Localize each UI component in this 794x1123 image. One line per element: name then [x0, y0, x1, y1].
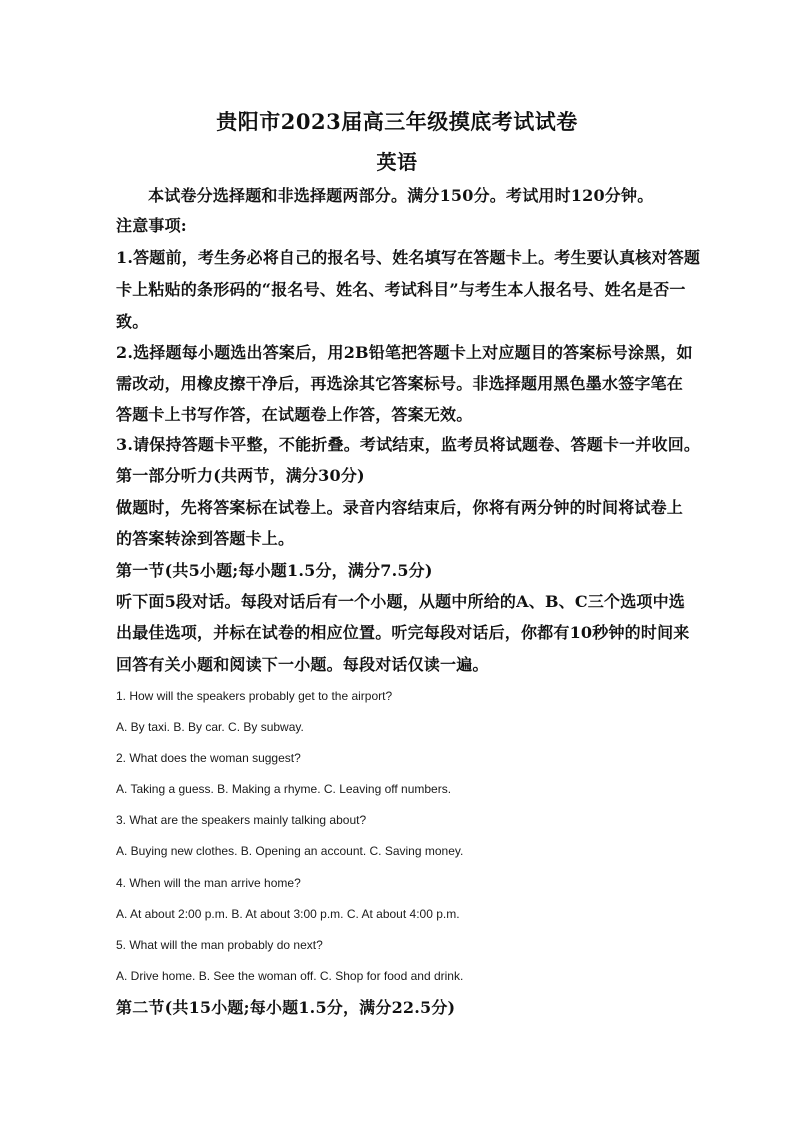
- section2-heading: 第二节(共15小题;每小题1.5分，满分22.5分): [116, 998, 456, 1017]
- notice-line: 致。: [116, 312, 149, 331]
- part1-heading: 第一部分听力(共两节，满分30分): [116, 466, 365, 485]
- notice-line: 需改动，用橡皮擦干净后，再选涂其它答案标号。非选择题用黑色墨水签字笔在: [116, 374, 684, 393]
- question-options: A. By taxi. B. By car. C. By subway.: [116, 720, 304, 734]
- notice-heading: 注意事项:: [116, 216, 187, 235]
- exam-title: 贵阳市2023届高三年级摸底考试试卷: [216, 109, 578, 134]
- notice-line: 3.请保持答题卡平整，不能折叠。考试结束，监考员将试题卷、答题卡一并收回。: [116, 435, 701, 454]
- question-text: 4. When will the man arrive home?: [116, 876, 301, 890]
- notice-line: 卡上粘贴的条形码的“报名号、姓名、考试科目”与考生本人报名号、姓名是否一: [116, 280, 686, 299]
- question-text: 1. How will the speakers probably get to the airport?: [116, 689, 393, 703]
- section1-instruction: 听下面5段对话。每段对话后有一个小题，从题中所给的A、B、C三个选项中选: [116, 592, 686, 611]
- question-text: 2. What does the woman suggest?: [116, 751, 301, 765]
- section1-heading: 第一节(共5小题;每小题1.5分，满分7.5分): [116, 561, 433, 580]
- question-text: 3. What are the speakers mainly talking about?: [116, 813, 367, 827]
- notice-line: 答题卡上书写作答，在试题卷上作答，答案无效。: [116, 405, 473, 424]
- notice-line: 1.答题前，考生务必将自己的报名号、姓名填写在答题卡上。考生要认真核对答题: [116, 248, 701, 267]
- question-options: A. Buying new clothes. B. Opening an account. C. Saving money.: [116, 844, 464, 858]
- question-text: 5. What will the man probably do next?: [116, 938, 323, 952]
- exam-intro: 本试卷分选择题和非选择题两部分。满分150分。考试用时120分钟。: [148, 186, 654, 205]
- question-options: A. Taking a guess. B. Making a rhyme. C. Leaving off numbers.: [116, 782, 452, 796]
- section1-instruction: 回答有关小题和阅读下一小题。每段对话仅读一遍。: [116, 655, 489, 674]
- subject-title: 英语: [376, 150, 418, 174]
- part1-instruction: 做题时，先将答案标在试卷上。录音内容结束后，你将有两分钟的时间将试卷上: [116, 498, 684, 517]
- section1-instruction: 出最佳选项，并标在试卷的相应位置。听完每段对话后，你都有10秒钟的时间来: [116, 623, 690, 642]
- question-options: A. Drive home. B. See the woman off. C. Shop for food and drink.: [116, 969, 464, 983]
- question-options: A. At about 2:00 p.m. B. At about 3:00 p.m. C. At about 4:00 p.m.: [116, 907, 460, 921]
- notice-line: 2.选择题每小题选出答案后，用2B铅笔把答题卡上对应题目的答案标号涂黑，如: [116, 343, 693, 362]
- part1-instruction: 的答案转涂到答题卡上。: [116, 529, 295, 548]
